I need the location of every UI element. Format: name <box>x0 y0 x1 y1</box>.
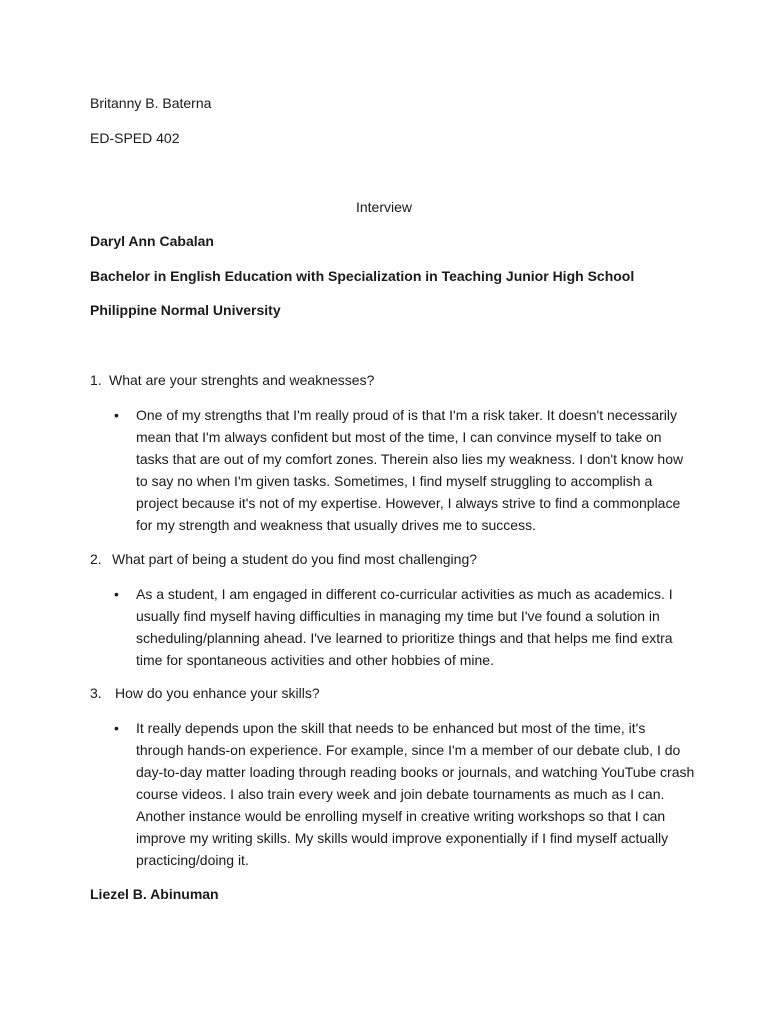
answer-3: It really depends upon the skill that needs to be enhanced but most of the time, it's through hands-on experience. For example, since I'm a member of our debate club, I do day-to-day matter loading through reading books or journals, and watching YouTube crash course videos. I also train every week and join debate tournaments as much as I can. Another instance would be enrolling myself in creative writing workshops so that I can improve my writing skills. My skills would improve exponentially if I find myself actually practicing/doing it. <box>136 720 695 868</box>
course-code: ED-SPED 402 <box>90 130 180 146</box>
answer-1: One of my strengths that I'm really proud of is that I'm a risk taker. It doesn't necessarily mean that I'm always confident but most of the time, I can convince myself to take on tasks that are out of my comfort zones. Therein also lies my weakness. I don't know how to say no when I'm given tasks. Sometimes, I find myself struggling to accomplish a project because it's not of my expertise. However, I always strive to find a commonplace for my strength and weakness that usually drives me to success. <box>136 407 684 533</box>
interviewee-school: Philippine Normal University <box>90 302 281 318</box>
question-2 <box>90 550 477 568</box>
question-number: 3. <box>90 685 102 701</box>
next-interviewee-name: Liezel B. Abinuman <box>90 886 219 902</box>
student-name: Britanny B. Baterna <box>90 95 212 111</box>
bullet-icon: • <box>114 720 119 736</box>
question-number: 1. <box>90 372 102 388</box>
bullet-icon: • <box>114 586 119 602</box>
question-number: 2. <box>90 551 102 567</box>
interviewee-program: Bachelor in English Education with Specialization in Teaching Junior High School <box>90 268 635 284</box>
answer-2: As a student, I am engaged in different co-curricular activities as much as academics. I usually find myself having difficulties in managing my time but I've found a solution in scheduling/planning ahead. I've learned to prioritize things and that helps me find extra time for spontaneous activities and other hobbies of mine. <box>136 586 673 668</box>
question-1 <box>90 371 374 389</box>
bullet-icon: • <box>114 407 119 423</box>
question-text: How do you enhance your skills? <box>115 685 320 701</box>
question-3 <box>90 684 320 702</box>
question-text: What part of being a student do you find most challenging? <box>112 551 478 567</box>
page-title: Interview <box>355 199 413 215</box>
interviewee-name: Daryl Ann Cabalan <box>90 233 214 249</box>
question-text: What are your strenghts and weaknesses? <box>109 372 375 388</box>
